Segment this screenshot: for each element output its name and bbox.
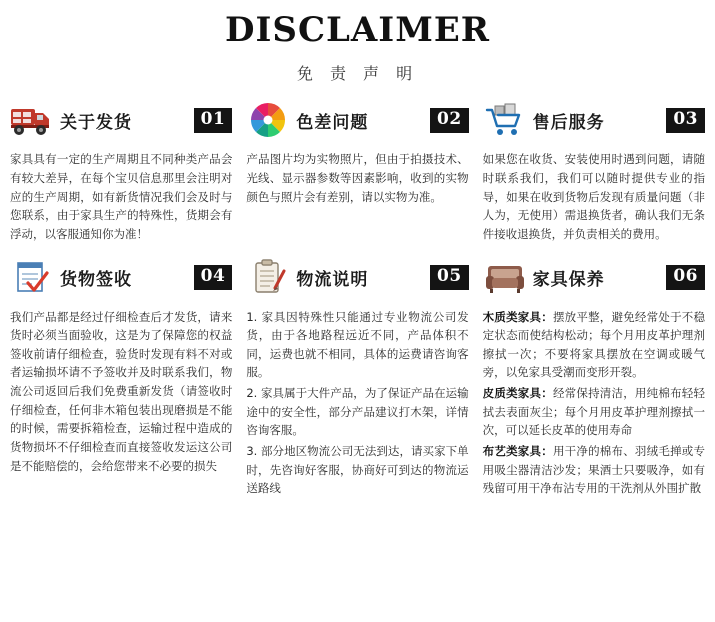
section-body bbox=[10, 308, 232, 476]
section-paragraph: 2. 家具属于大件产品，为了保证产品在运输途中的安全性，部分产品建议打木架，详情咨询客服。 bbox=[246, 386, 469, 438]
section-shipping bbox=[8, 94, 234, 245]
section-body bbox=[483, 150, 705, 243]
section-logistics bbox=[244, 252, 470, 500]
section-title: 售后服务 bbox=[532, 112, 605, 133]
page-title-cn: 免 责 声 明 bbox=[296, 64, 419, 84]
section-title: 关于发货 bbox=[60, 112, 132, 133]
color-wheel-icon bbox=[246, 98, 290, 142]
section-color-difference bbox=[244, 94, 470, 245]
truck-icon bbox=[10, 98, 54, 142]
section-furniture-care bbox=[481, 252, 707, 500]
care-item-label: 布艺类家具： bbox=[482, 443, 553, 458]
care-item bbox=[483, 442, 705, 498]
section-paragraph: 1. 家具因特殊性只能通过专业物流公司发货，由于各地路程远近不同，产品体积不同，运费也就不相同，具体的运费请咨询客服。 bbox=[246, 309, 469, 380]
section-paragraph: 我们产品都是经过仔细检查后才发货，请来货时必须当面验收，这是为了保障您的权益签收前请仔细检查，验货时发现有料不对或者运输损坏请不予签收并及时联系我们，物流公司返回后我们免费重新发货（请签收时仔细检查，任何非木箱包装出现磨损是不能的时候，需要拆箱检查，运输过程中造成的货物损坏不仔细检查而直接签收发运这公司是不能赔偿的，会给您带来不必要的损失 bbox=[10, 309, 233, 473]
care-item bbox=[483, 384, 705, 440]
section-after-sales bbox=[481, 94, 707, 245]
section-title: 家具保养 bbox=[532, 270, 605, 291]
care-item-text: 经常保持清洁，用纯棉布轻轻拭去表面灰尘；每个月用皮革护理剂擦拭一次，可以延长皮革的使用寿命 bbox=[482, 386, 705, 438]
section-number: 05 bbox=[430, 265, 469, 290]
section-body bbox=[483, 308, 705, 498]
section-number: 02 bbox=[430, 108, 469, 133]
section-title: 色差问题 bbox=[296, 112, 369, 133]
section-paragraph: 3. 部分地区物流公司无法到达，请买家下单时，先咨询好客服，协商好可到达的物流运送路线 bbox=[246, 443, 469, 496]
section-header bbox=[10, 252, 232, 304]
sections-grid bbox=[0, 94, 715, 499]
section-body bbox=[246, 150, 468, 206]
care-item-text: 用干净的棉布、羽绒毛掸或专用吸尘器清洁沙发；果酒士只要吸净，如有残留可用干净布沾专用的干洗剂从外围扩散 bbox=[482, 443, 705, 496]
section-header bbox=[246, 252, 468, 304]
care-item-text: 摆放平整，避免经常处于不稳定状态而使结构松动；每个月用皮革护理剂擦拭一次；不要将家具摆放在空调或暖气旁，以免家具受潮而变形开裂。 bbox=[482, 309, 705, 380]
section-header bbox=[246, 94, 468, 146]
section-header bbox=[10, 94, 232, 146]
section-paragraph: 产品图片均为实物照片，但由于拍摄技术、光线、显示器参数等因素影响，收到的实物颜色与照片会有差别，请以实物为准。 bbox=[246, 152, 469, 204]
section-paragraph: 家具具有一定的生产周期且不同种类产品会有较大差异，在每个宝贝信息那里会注明对应的生产周期，如有新货情况我们会及时与您联系，由于家具生产的特殊性，货期会有浮动，以客服通知你为准！ bbox=[10, 152, 233, 241]
care-item-label: 皮质类家具： bbox=[482, 386, 553, 401]
care-item-label: 木质类家具： bbox=[482, 309, 553, 324]
clipboard-icon bbox=[246, 256, 290, 300]
page-header bbox=[0, 0, 715, 84]
section-header bbox=[483, 252, 705, 304]
section-title: 物流说明 bbox=[296, 270, 369, 291]
section-paragraph: 如果您在收货、安装使用时遇到问题，请随时联系我们，我们可以随时提供专业的指导，如果在收到货物后发现有质量问题（非人为，无使用）需退换货者，确认我们无条件接收退换货，并负责相关的费用。 bbox=[482, 152, 705, 241]
section-number: 03 bbox=[666, 108, 705, 133]
shopping-cart-icon bbox=[483, 98, 527, 142]
sofa-icon bbox=[483, 256, 527, 300]
section-body bbox=[246, 308, 468, 498]
section-number: 06 bbox=[666, 265, 705, 290]
section-number: 04 bbox=[194, 265, 233, 290]
section-body bbox=[10, 150, 232, 243]
section-goods-receipt bbox=[8, 252, 234, 500]
checklist-icon bbox=[10, 256, 54, 300]
section-title: 货物签收 bbox=[60, 270, 132, 291]
care-item bbox=[483, 308, 705, 383]
page-title-en: DISCLAIMER bbox=[225, 10, 490, 50]
section-number: 01 bbox=[194, 108, 233, 133]
section-header bbox=[483, 94, 705, 146]
